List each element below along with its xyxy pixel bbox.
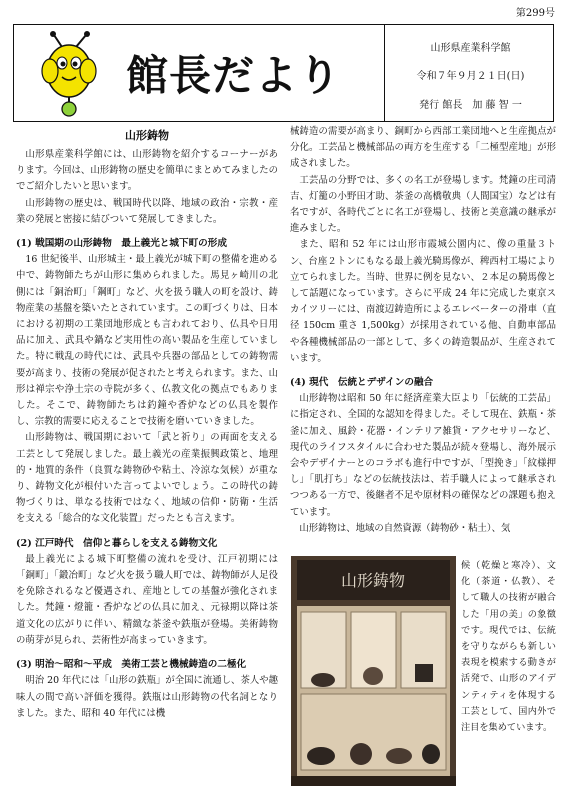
right-column xyxy=(290,124,556,537)
newsletter-title: 館長だより xyxy=(126,51,342,100)
body-paragraph: 最上義光による城下町整備の流れを受け、江戸初期には「銅町」「鍛冶町」など火を扱う職人町では、鋳物師が人足役を免除されるなど優遇され、産地としての基盤が強化されました。梵鐘・燈籠・香炉などの仏具に加え、元禄期以降は茶道文化の広がりに伴い、精緻な茶釜や鉄瓶が登場。美術鋳物の萌芽が見られ、芸術性が高まっていきます。 xyxy=(16,553,278,646)
body-paragraph: 山形鋳物は、地域の自然資源（鋳物砂・粘土）、気 xyxy=(299,522,511,534)
mascot-icon xyxy=(36,31,102,117)
publisher-line: 発行 館長 加 藤 智 一 xyxy=(419,100,522,111)
header xyxy=(13,24,554,122)
body-paragraph: 明治 20 年代には「山形の鉄瓶」が全国に流通し、茶人や趣味人の間で高い評価を獲得。鉄瓶は山形鋳物の代名詞となりました。また、昭和 40 年代には機 xyxy=(16,675,278,719)
issue-date: 令和７年９月２１日(日) xyxy=(416,71,525,82)
header-info xyxy=(384,25,556,121)
museum-display-photo xyxy=(291,556,456,786)
left-column xyxy=(16,125,278,722)
organization-name: 山形県産業科学館 xyxy=(430,43,511,54)
body-paragraph: 山形鋳物は、戦国期において「武と祈り」の両面を支える工芸として発展しました。最上義光の産業振興政策と、地理的・地質的条件（良質な鋳物砂や粘土、冷涼な気候）が重なり、鋳物文化が根付いた言ってよいでしょう。この時代の鋳物づくりは、単なる技術ではなく、地域の信仰・防衛・生活を支える「総合的な文化装置」だったとも言えます。 xyxy=(16,432,278,525)
body-paragraph: 工芸品の分野では、多くの名工が登場します。梵鐘の庄司清吉、灯籠の小野田才助、茶釜の高橋敬典（人間国宝）などは有名ですが、各時代ごとに名工が登場し、技術と美意識の継承が進みました。 xyxy=(290,174,556,235)
issue-number: 第299号 xyxy=(515,8,555,19)
photo-side-column xyxy=(461,558,556,736)
body-paragraph: 山形鋳物は昭和 50 年に経済産業大臣より「伝統的工芸品」に指定され、全国的な認知を得ました。そして現在、鉄瓶・茶釜に加え、風鈴・花器・インテリア雑貨・アクセサリーなど、現代のライフスタイルに合わせた製品が続々登場し、海外展示会やデザイナーとのコラボも進行中ですが、「型挽き」「紋様押し」「肌打ち」などの伝統技法は、若手職人によって継承されつつある一方で、後継者不足や原材料の確保などの課題も抱えています。 xyxy=(290,393,556,518)
body-paragraph: 16 世紀後半、山形城主・最上義光が城下町の整備を進める中で、鋳物師たちが山形に集められました。馬見ヶ崎川の北側には「銅治町」「鋼町」など、火を扱う職人の町を設け、鋳物産業の基盤を築いたとされています。この町づくりは、日本における初期の工業団地形成とも言われており、仏具や日用品に加え、武具や鍋など実用性の高い製品を生産していました。特に戦乱の時代には、武具や兵器の部品としての鋳物需要が高まり、技術の発展が促されたと考えられます。また、山形は禅宗や浄土宗の寺院が多く、仏教文化の拠点でもありました。そこで、鋳物師たちは釣鐘や香炉などの仏具を製作し、宗教的需要に応えることで技術を磨いていきました。 xyxy=(16,254,278,428)
section-heading: (2) 江戸時代 信仰と暮らしを支える鋳物文化 xyxy=(16,537,218,549)
body-paragraph: 候（乾燥と寒冷）、文化（茶道・仏教）、そして職人の技術が融合した「用の美」の象徴です。現代では、伝統を守りながらも新しい表現を模索する動きが活発で、山形のアイデンティティを体現する工芸として、国内外で注目を集めています。 xyxy=(461,560,556,734)
section-heading: (3) 明治～昭和～平成 美術工芸と機械鋳造の二極化 xyxy=(16,659,247,671)
body-paragraph: また、昭和 52 年には山形市霞城公園内に、像の重量３トン、台座２トンにもなる最上義光騎馬像が、稗西村工場により立てられました。当時、世界に例を見ない、２本足の騎馬像として話題になっています。さらに平成 24 年に完成した東京スカイツリーには、南渡辺鋳造所によるエレベーターの滑車（直径 150cm 重さ 1,500kg）が採用されている他、自動車部品や各種機械部品の一部として、多くの鋳造製品が、生産されています。 xyxy=(290,239,556,364)
intro-paragraph: 山形県産業科学館には、山形鋳物を紹介するコーナーがあります。今回は、山形鋳物の歴史を簡単にまとめてみましたのでご紹介したいと思います。 xyxy=(16,149,278,193)
intro-paragraph: 山形鋳物の歴史は、戦国時代以降、地域の政治・宗教・産業の発展と密接に結びついて発展してきました。 xyxy=(16,197,278,225)
body-paragraph: 械鋳造の需要が高まり、銅町から西部工業団地へと生産拠点が分化。工芸品と機械部品の両方を生産する「二極型産地」が形成されました。 xyxy=(290,126,556,170)
section-heading: (4) 現代 伝統とデザインの融合 xyxy=(290,377,434,389)
display-sign-text: 山形鋳物 xyxy=(340,571,406,590)
article-title: 山形鋳物 xyxy=(125,129,169,142)
section-heading: (1) 戦国期の山形鋳物 最上義光と城下町の形成 xyxy=(16,238,227,250)
